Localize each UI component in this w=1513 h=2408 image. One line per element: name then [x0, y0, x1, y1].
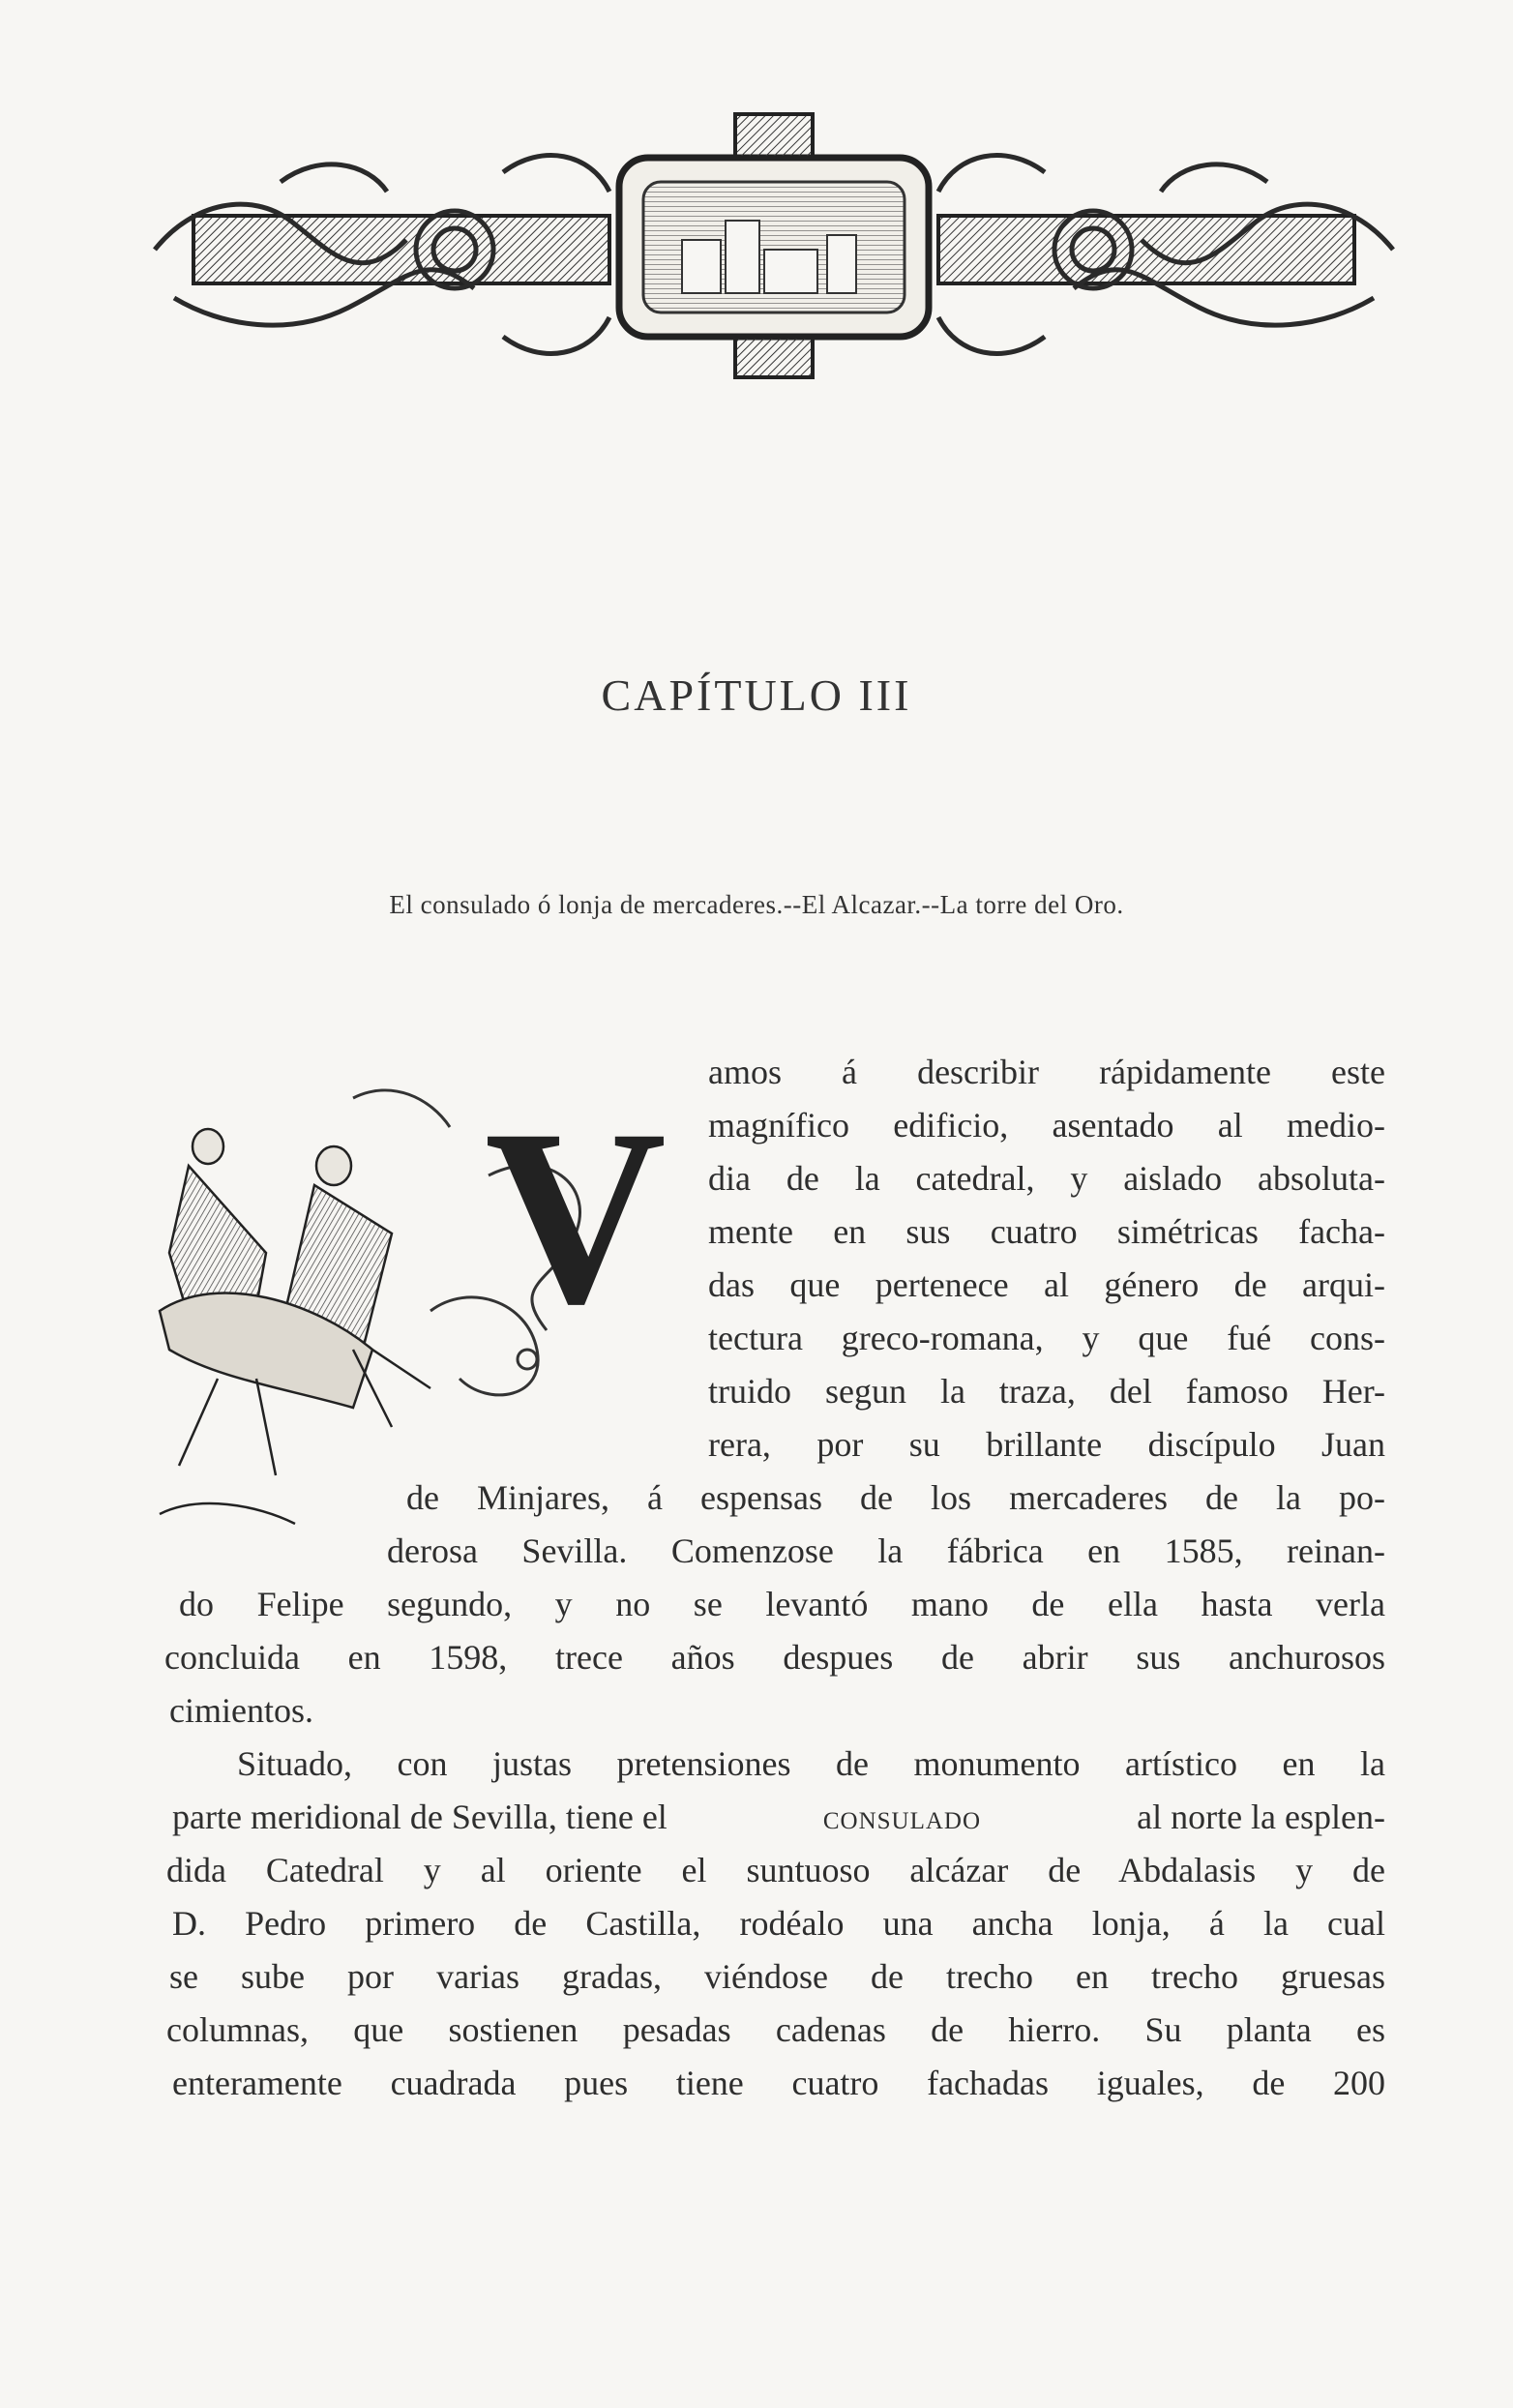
text-line: derosa Sevilla. Comenzose la fábrica en 1585, reinan- — [387, 1531, 1385, 1570]
chapter-title: CAPÍTULO III — [601, 670, 912, 720]
text-line: amos á describir rápidamente este — [708, 1053, 1385, 1091]
text-line: tectura greco-romana, y que fué cons- — [708, 1319, 1385, 1357]
text-line: rera, por su brillante discípulo Juan — [708, 1425, 1385, 1464]
text-segment: al norte la esplen- — [1137, 1798, 1385, 1836]
small-caps-word: consulado — [822, 1798, 982, 1836]
text-line: cimientos. — [169, 1691, 313, 1730]
text-line: das que pertenece al género de arqui- — [708, 1265, 1385, 1304]
top-panel-ornament — [735, 114, 813, 158]
text-line: do Felipe segundo, y no se levantó mano de ella hasta verla — [179, 1585, 1385, 1623]
text-line: columnas, que sostienen pesadas cadenas de hierro. Su planta es — [166, 2010, 1385, 2049]
left-bar-ornament — [193, 216, 609, 283]
illustrated-drop-cap — [140, 1059, 682, 1543]
text-line: de Minjares, á espensas de los mercaderes de la po- — [406, 1478, 1385, 1517]
text-line: Situado, con justas pretensiones de monumento artístico en la — [237, 1744, 1385, 1783]
text-line: concluida en 1598, trece años despues de abrir sus anchurosos — [164, 1638, 1385, 1677]
text-line: enteramente cuadrada pues tiene cuatro fachadas iguales, de 200 — [172, 2064, 1385, 2102]
drop-cap-letter: V — [485, 1078, 667, 1356]
text-line: D. Pedro primero de Castilla, rodéalo una ancha lonja, á la cual — [172, 1904, 1385, 1943]
text-line: se sube por varias gradas, viéndose de trecho en trecho gruesas — [169, 1957, 1385, 1996]
chapter-summary: El consulado ó lonja de mercaderes.--El Alcazar.--La torre del Oro. — [389, 890, 1124, 919]
text-line: dida Catedral y al oriente el suntuoso alcázar de Abdalasis y de — [166, 1851, 1385, 1889]
bottom-panel-ornament — [735, 337, 813, 377]
text-line: magnífico edificio, asentado al medio- — [708, 1106, 1385, 1145]
right-bar-ornament — [938, 216, 1354, 283]
text-line: mente en sus cuatro simétricas facha- — [708, 1212, 1385, 1251]
text-line: truido segun la traza, del famoso Her- — [708, 1372, 1385, 1411]
dancing-figures — [160, 1129, 430, 1524]
text-segment: parte meridional de Sevilla, tiene el — [172, 1798, 668, 1836]
text-line: dia de la catedral, y aislado absoluta- — [708, 1159, 1385, 1198]
text-line-with-small-caps — [172, 1798, 1385, 1836]
ornamental-headpiece — [135, 104, 1412, 385]
